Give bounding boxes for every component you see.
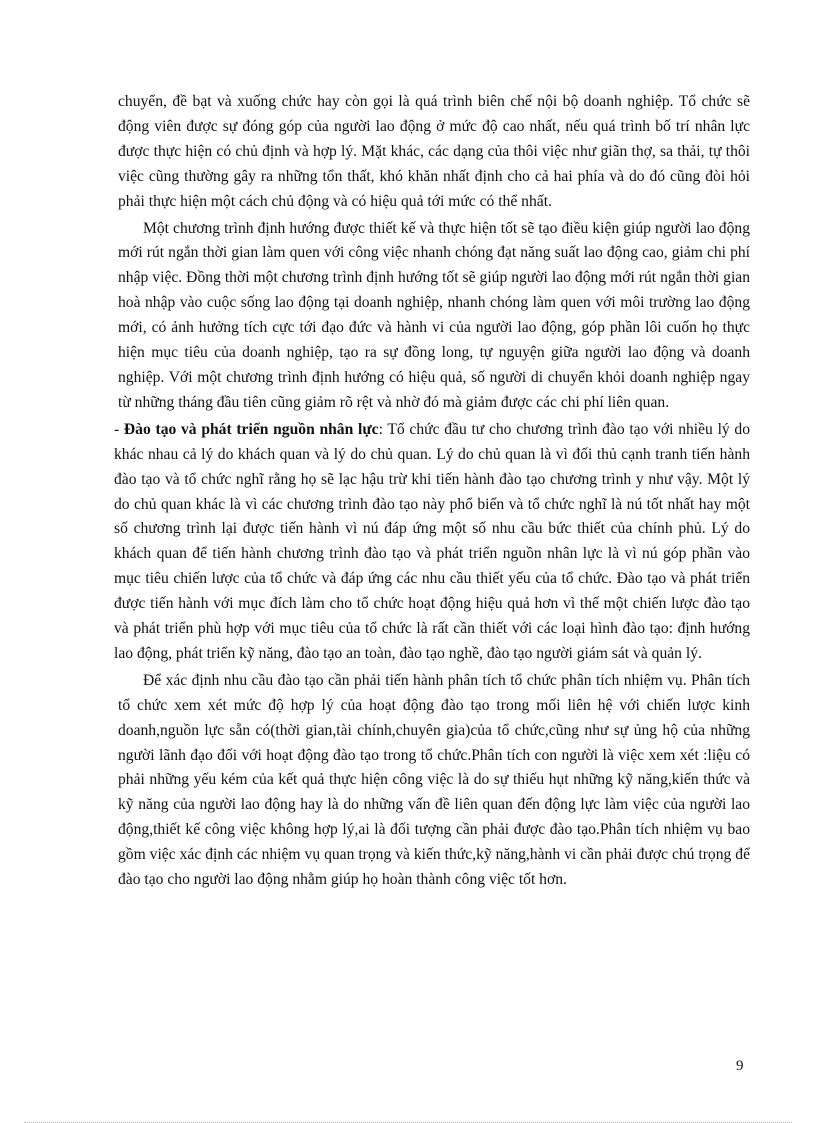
- bullet-dash: -: [114, 420, 124, 438]
- body-text: [114, 90, 751, 895]
- paragraph-orientation-program: Một chương trình định hướng được thiết kế và thực hiện tốt sẽ tạo điều kiện giúp người lao động mới rút ngắn thời gian làm quen với công việc nhanh chóng đạt năng suất lao động cao, giảm chi phí nhập việc. Đồng thời một chương trình định hướng tốt sẽ giúp người lao động mới rút ngắn thời gian hoà nhập vào cuộc sống lao động tại doanh nghiệp, nhanh chóng làm quen với môi trường lao động mới, có ảnh hưởng tích cực tới đạo đức và hành vi của người lao động, góp phần lôi cuốn họ thực hiện mục tiêu của doanh nghiệp, tạo ra sự đồng long, tự nguyện giữa người lao động và doanh nghiệp. Với một chương trình định hướng có hiệu quả, số người di chuyển khỏi doanh nghiệp ngay từ những tháng đầu tiên cũng giảm rõ rệt và nhờ đó mà giảm được các chi phí liên quan.: [118, 219, 750, 411]
- paragraph-training-needs: Để xác định nhu cầu đào tạo cần phải tiến hành phân tích tổ chức phân tích nhiệm vụ. Phân tích tổ chức xem xét mức độ hợp lý của hoạt động đào tạo trong mối liên hệ với chiến lược kinh doanh,nguồn lực sẵn có(thời gian,tài chính,chuyên gia)của tổ chức,cũng như sự ủng hộ của những người lãnh đạo đối với hoạt động đào tạo trong tổ chức.Phân tích con người là việc xem xét :liệu có phải những yếu kém của kết quả thực hiện công việc là do sự thiếu hụt những kỹ năng,kiến thức và kỹ năng của người lao động hay là do những vấn đề liên quan đến động lực làm việc của người lao động,thiết kế công việc không hợp lý,ai là đối tượng cần phải được đào tạo.Phân tích nhiệm vụ bao gồm việc xác định các nhiệm vụ quan trọng và kiến thức,kỹ năng,hành vi cần phải được chú trọng để đào tạo cho người lao động nhằm giúp họ hoàn thành công việc tốt hơn.: [118, 671, 750, 889]
- paragraph-continuation: chuyển, đề bạt và xuống chức hay còn gọi là quá trình biên chế nội bộ doanh nghiệp. Tổ chức sẽ động viên được sự đóng góp của người lao động ở mức độ cao nhất, nếu quá trình bố trí nhân lực được thực hiện có chủ định và hợp lý. Mặt khác, các dạng của thôi việc như giãn thợ, sa thải, tự thôi việc cũng thường gây ra những tổn thất, khó khăn nhất định cho cả hai phía và do đó cũng đòi hỏi phải thực hiện một cách chủ động và có hiệu quả tới mức có thể nhất.: [118, 93, 750, 210]
- page-number: 9: [736, 1058, 744, 1074]
- paragraph-training-development: [114, 418, 750, 667]
- paragraph-training-body: : Tổ chức đầu tư cho chương trình đào tạo với nhiều lý do khác nhau cả lý do khách quan và lý do chủ quan. Lý do chủ quan là vì đối thủ cạnh tranh tiến hành đào tạo và tổ chức nghĩ rằng họ sẽ lạc hậu trừ khi tiến hành đào tạo chương trình y như vậy. Một lý do chủ quan khác là vì các chương trình đào tạo này phổ biến và tổ chức nghĩ là nú tốt nhất hay một số chương trình lại được tiến hành vì nú đáp ứng một số nhu cầu bức thiết của chính phủ. Lý do khách quan để tiến hành chương trình đào tạo và phát triển nguồn nhân lực là vì nú góp phần vào mục tiêu chiến lược của tổ chức và đáp ứng các nhu cầu thiết yếu của tổ chức. Đào tạo và phát triển được tiến hành với mục đích làm cho tổ chức hoạt động hiệu quả hơn vì thế một chiến lược đào tạo và phát triển phù hợp với mục tiêu của tổ chức là rất cần thiết với các loại hình đào tạo: định hướng lao động, phát triển kỹ năng, đào tạo an toàn, đào tạo nghề, đào tạo người giám sát và quản lý.: [114, 420, 751, 662]
- section-heading-training: Đào tạo và phát triển nguồn nhân lực: [123, 420, 379, 438]
